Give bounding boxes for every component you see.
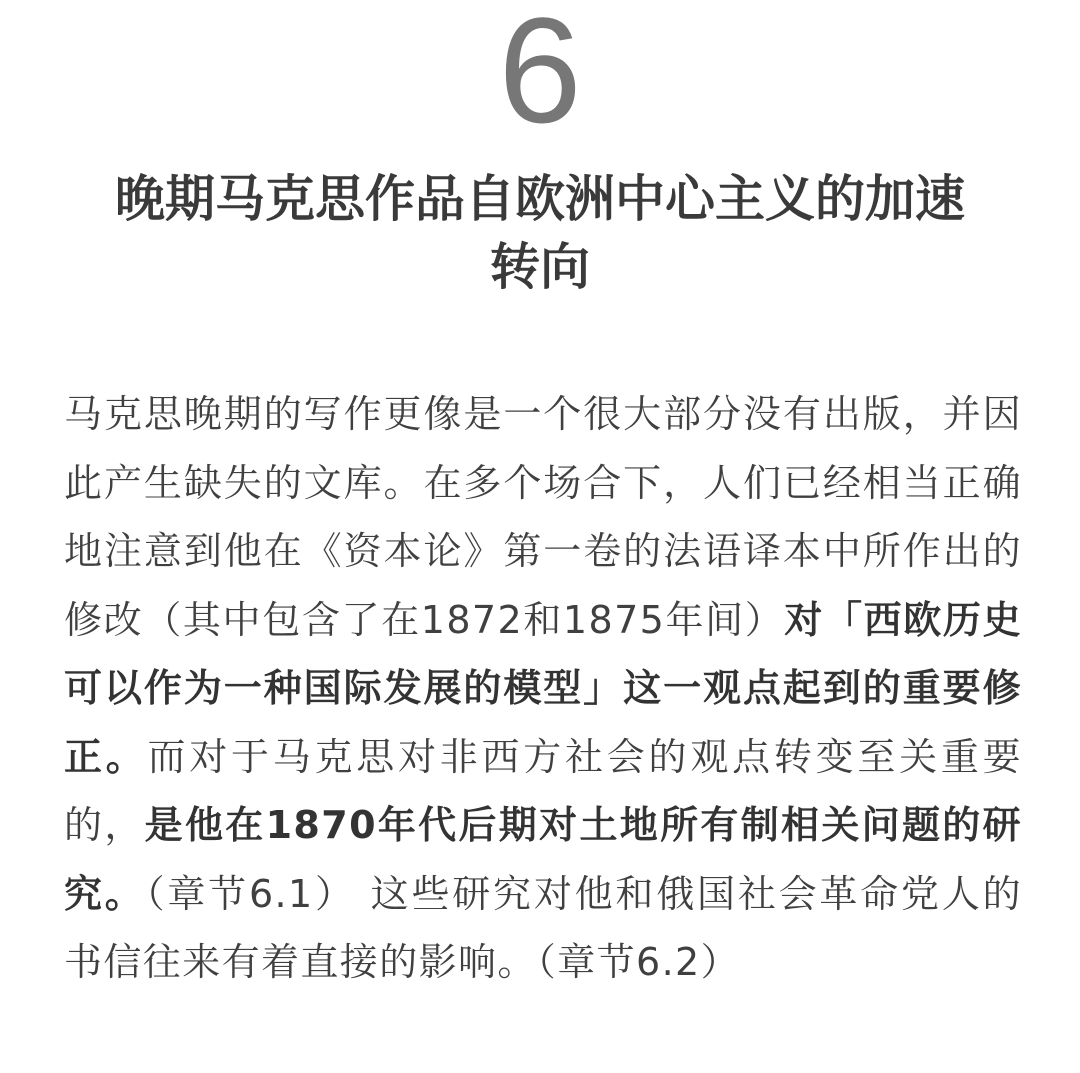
body-text-segment: 而对于马克思对非西方社会的观点转变至关重要的， [64, 734, 1022, 847]
chapter-number: 6 [498, 0, 582, 154]
body-paragraph [64, 380, 1022, 997]
body-text-segment: （章节6.1） 这些研究对他和俄国社会革命党人的书信往来有着直接的影响。（章节6.2） [64, 871, 1022, 984]
chapter-title-line-2: 转向 [490, 238, 590, 296]
chapter-title [60, 165, 1020, 301]
body-text-segment: 马克思晚期的写作更像是一个很大部分没有出版，并因此产生缺失的文库。在多个场合下，人们已经相当正确地注意到他在《资本论》第一卷的法语译本中所作出的修改（其中包含了在1872和1875年间） [64, 392, 1022, 642]
body-text-emphasis: 是他在1870年代后期对土地所有制相关问题的研究。 [64, 803, 1022, 916]
chapter-title-line-1: 晚期马克思作品自欧洲中心主义的加速 [115, 170, 965, 228]
body-text-emphasis: 对「西欧历史可以作为一种国际发展的模型」这一观点起到的重要修正。 [64, 597, 1022, 779]
